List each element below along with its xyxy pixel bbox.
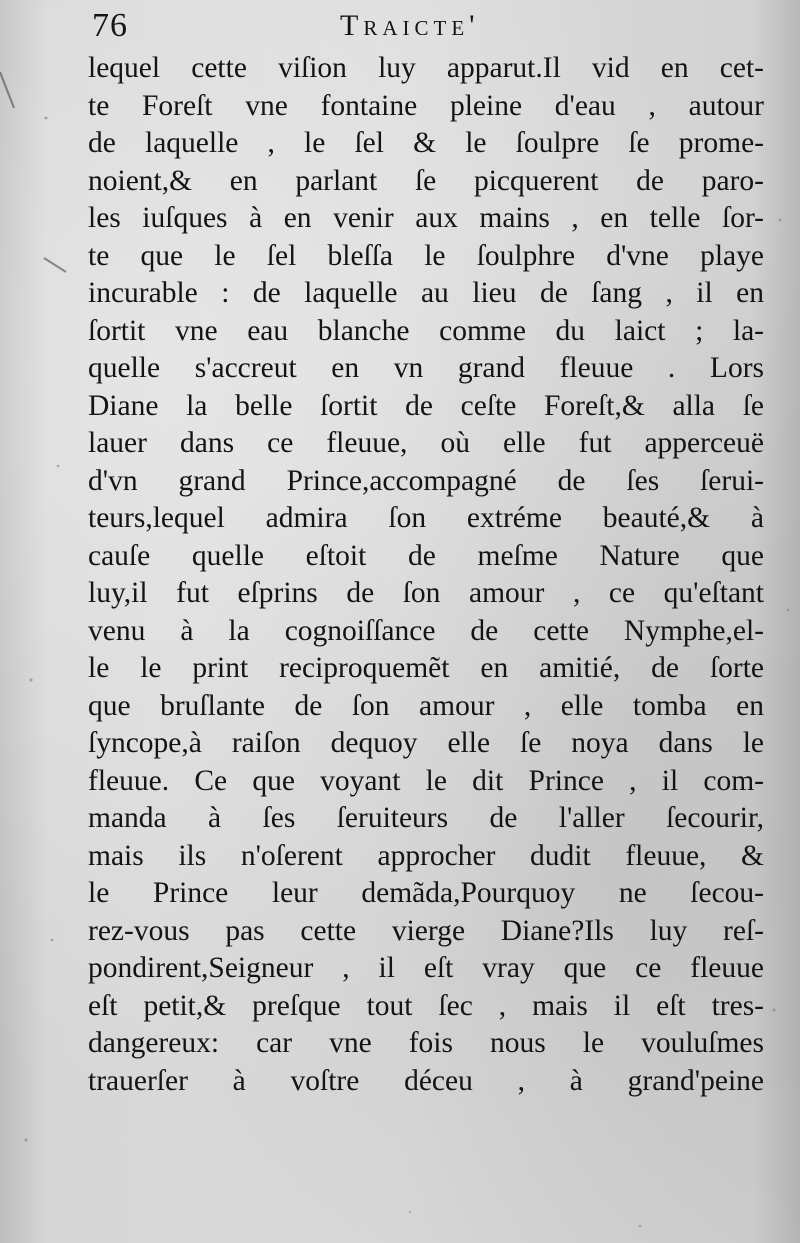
text-line: ſortit vne eau blanche comme du laict ; la- xyxy=(88,314,764,347)
text-line: les iuſques à en venir aux mains , en telle ſor- xyxy=(88,202,764,234)
text-line: d'vn grand Prince,accompagné de ſes ſerui- xyxy=(88,464,764,497)
text-line: ſyncope,à raiſon dequoy elle ſe noya dans le xyxy=(88,727,764,759)
text-line: que bruſlante de ſon amour , elle tomba en xyxy=(88,689,764,722)
text-line: cauſe quelle eſtoit de meſme Nature que xyxy=(88,539,764,572)
text-line: lequel cette viſion luy apparut.Il vid en cet- xyxy=(88,52,764,84)
page-header xyxy=(0,4,800,48)
text-line: manda à ſes ſeruiteurs de l'aller ſecourir, xyxy=(88,802,764,834)
page-number: 76 xyxy=(92,7,128,44)
text-line: te que le ſel bleſſa le ſoulphre d'vne playe xyxy=(88,239,764,272)
text-line: le Prince leur demãda,Pourquoy ne ſecou- xyxy=(88,877,764,909)
text-line: teurs,lequel admira ſon extréme beauté,& à xyxy=(88,502,764,534)
text-line: fleuue. Ce que voyant le dit Prince , il com- xyxy=(88,764,764,797)
text-line: noient,& en parlant ſe picquerent de paro- xyxy=(88,164,764,197)
text-line: eſt petit,& preſque tout ſec , mais il eſt tres- xyxy=(88,989,764,1022)
running-head: Traicte' xyxy=(340,9,480,42)
text-line: trauerſer à voſtre déceu , à grand'peine xyxy=(88,1064,764,1097)
text-line: luy,il fut eſprins de ſon amour , ce qu'eſtant xyxy=(88,577,764,609)
text-line: dangereux: car vne fois nous le vouluſmes xyxy=(88,1027,764,1059)
text-line: pondirent,Seigneur , il eſt vray que ce fleuue xyxy=(88,952,764,984)
body-text xyxy=(88,50,764,1100)
text-line: venu à la cognoiſſance de cette Nymphe,el- xyxy=(88,614,764,647)
text-line: rez-vous pas cette vierge Diane?Ils luy reſ- xyxy=(88,914,764,947)
text-line: Diane la belle ſortit de ceſte Foreſt,& alla ſe xyxy=(88,389,764,422)
text-line: le le print reciproquemẽt en amitié, de ſorte xyxy=(88,652,764,684)
text-line: incurable : de laquelle au lieu de ſang , il en xyxy=(88,277,764,309)
text-line: mais ils n'oſerent approcher dudit fleuue, & xyxy=(88,839,764,872)
text-line: de laquelle , le ſel & le ſoulpre ſe prome- xyxy=(88,127,764,159)
text-line: quelle s'accreut en vn grand fleuue . Lors xyxy=(88,352,764,384)
text-line: lauer dans ce fleuue, où elle fut apperceuë xyxy=(88,427,764,459)
text-line: te Foreſt vne fontaine pleine d'eau , autour xyxy=(88,89,764,122)
